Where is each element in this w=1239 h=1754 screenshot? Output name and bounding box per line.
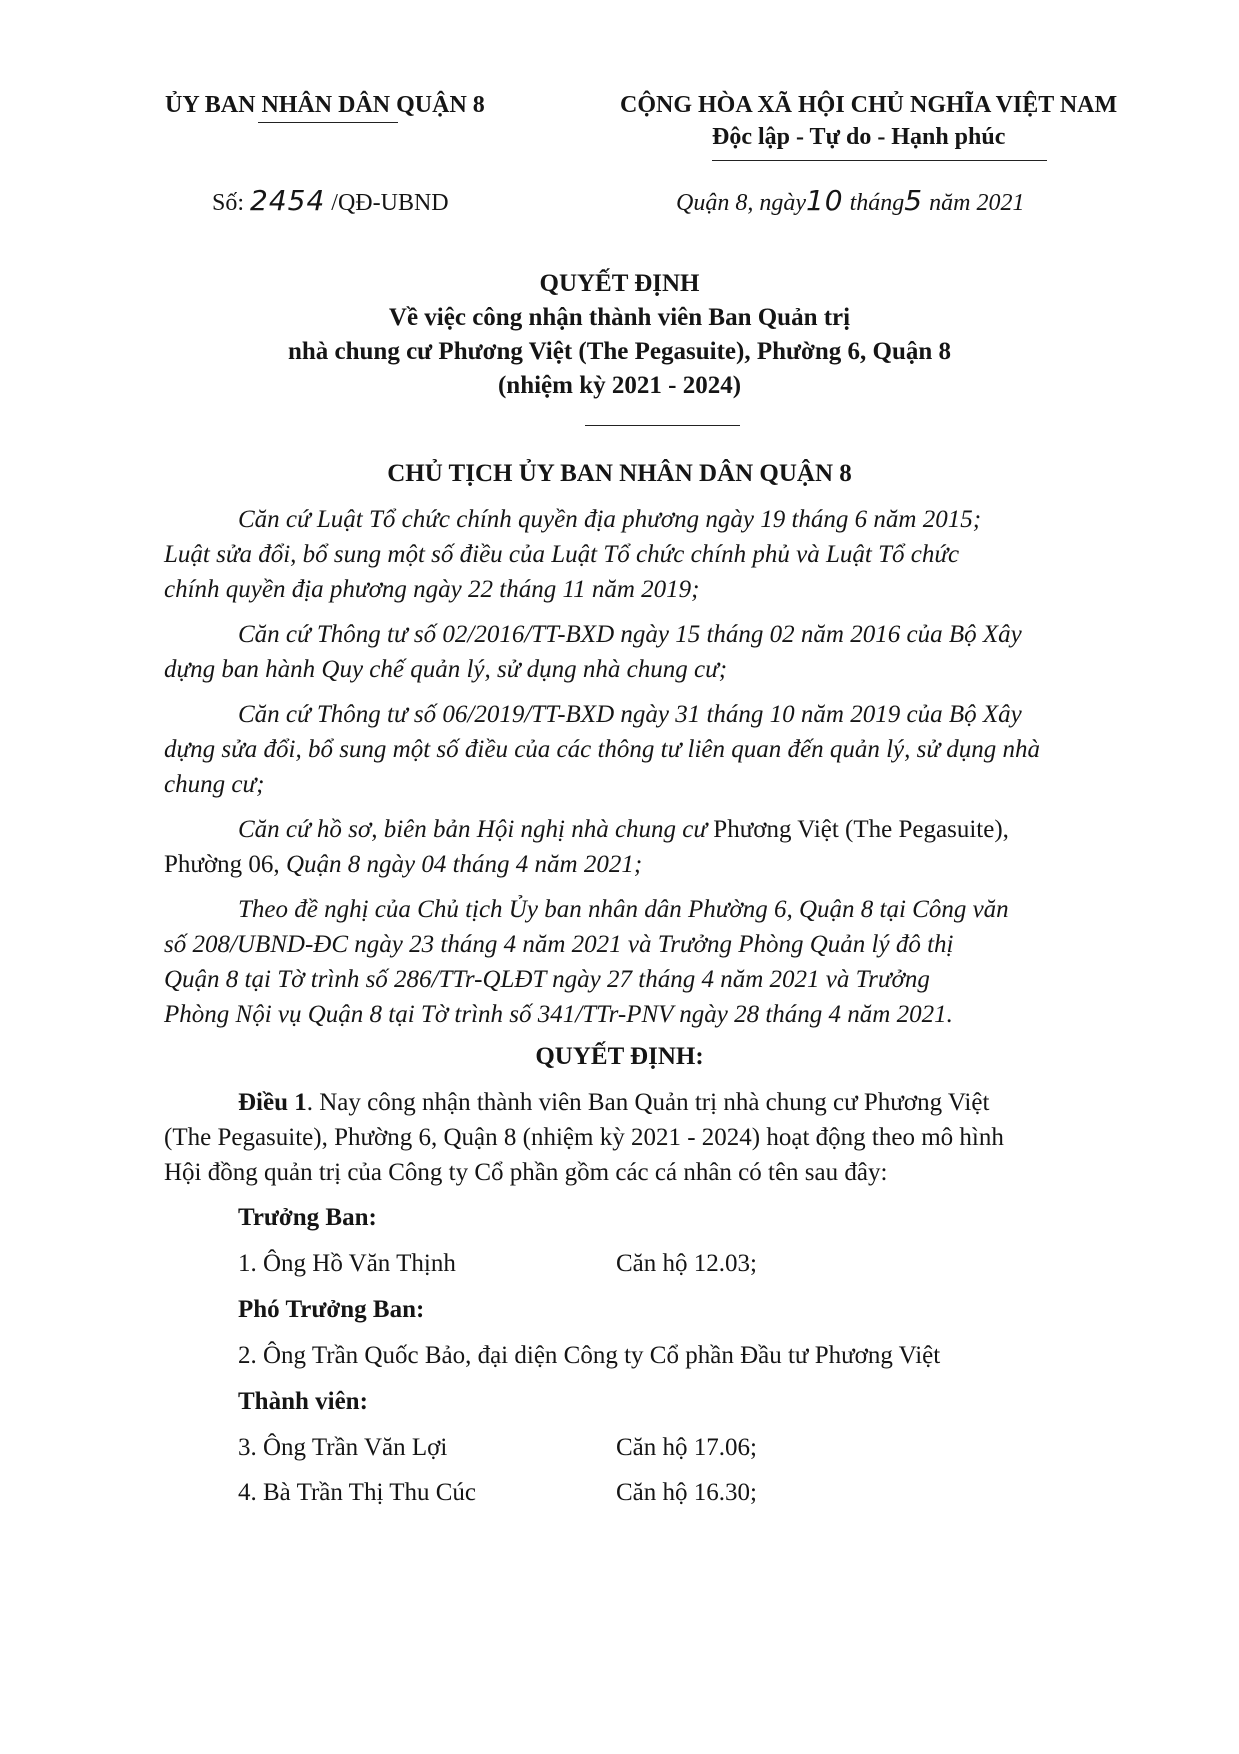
basis-5-line-1: Theo đề nghị của Chủ tịch Ủy ban nhân dân Phường 6, Quận 8 tại Công văn bbox=[238, 896, 1009, 923]
basis-1-line-1: Căn cứ Luật Tổ chức chính quyền địa phương ngày 19 tháng 6 năm 2015; bbox=[238, 506, 982, 533]
member-2-name: 2. Ông Trần Quốc Bảo, đại diện Công ty Cổ phần Đầu tư Phương Việt bbox=[238, 1342, 941, 1369]
member-3-name: 3. Ông Trần Văn Lợi bbox=[238, 1434, 448, 1461]
date-place: Quận 8, ngày bbox=[676, 190, 806, 216]
basis-4-building: Phương Việt (The Pegasuite), bbox=[707, 816, 1009, 843]
basis-1-line-3: chính quyền địa phương ngày 22 tháng 11 năm 2019; bbox=[164, 576, 700, 603]
member-4-name: 4. Bà Trần Thị Thu Cúc bbox=[238, 1479, 476, 1506]
members-label: Thành viên: bbox=[238, 1388, 368, 1415]
article-1-line-3: Hội đồng quản trị của Công ty Cổ phần gồm các cá nhân có tên sau đây: bbox=[164, 1159, 888, 1186]
issuing-agency: ỦY BAN NHÂN DÂN QUẬN 8 bbox=[165, 92, 485, 118]
basis-1-line-2: Luật sửa đổi, bổ sung một số điều của Luật Tổ chức chính phủ và Luật Tổ chức bbox=[164, 541, 960, 568]
subject-line-2: nhà chung cư Phương Việt (The Pegasuite), Phường 6, Quận 8 bbox=[287, 338, 952, 365]
date-day-handwritten: 10 bbox=[805, 184, 844, 217]
basis-3-line-2: dựng sửa đổi, bổ sung một số điều của các thông tư liên quan đến quản lý, sử dụng nhà bbox=[164, 736, 1041, 763]
basis-5-line-2: số 208/UBND-ĐC ngày 23 tháng 4 năm 2021 và Trưởng Phòng Quản lý đô thị bbox=[164, 931, 954, 958]
document-date bbox=[676, 184, 1024, 217]
head-label: Trưởng Ban: bbox=[238, 1204, 377, 1231]
article-1-text: . Nay công nhận thành viên Ban Quản trị nhà chung cư Phương Việt bbox=[306, 1089, 990, 1116]
article-1-line-1 bbox=[238, 1089, 989, 1117]
basis-5-line-3: Quận 8 tại Tờ trình số 286/TTr-QLĐT ngày 27 tháng 4 năm 2021 và Trưởng bbox=[164, 966, 930, 993]
date-year: năm 2021 bbox=[929, 190, 1025, 216]
date-month-handwritten: 5 bbox=[904, 184, 924, 217]
number-suffix: /QĐ-UBND bbox=[331, 190, 449, 216]
document-type: QUYẾT ĐỊNH bbox=[539, 270, 700, 297]
member-4-apartment: Căn hộ 16.30; bbox=[616, 1479, 757, 1506]
basis-2-line-2: dựng ban hành Quy chế quản lý, sử dụng nhà chung cư; bbox=[164, 656, 728, 683]
article-1-line-2: (The Pegasuite), Phường 6, Quận 8 (nhiệm kỳ 2021 - 2024) hoạt động theo mô hình bbox=[164, 1124, 1004, 1151]
basis-3-line-1: Căn cứ Thông tư số 06/2019/TT-BXD ngày 31 tháng 10 năm 2019 của Bộ Xây bbox=[238, 701, 1022, 728]
basis-4-ward: Phường 06, bbox=[164, 851, 280, 878]
basis-2-line-1: Căn cứ Thông tư số 02/2016/TT-BXD ngày 15 tháng 02 năm 2016 của Bộ Xây bbox=[238, 621, 1022, 648]
basis-5-line-4: Phòng Nội vụ Quận 8 tại Tờ trình số 341/TTr-PNV ngày 28 tháng 4 năm 2021. bbox=[164, 1001, 953, 1028]
basis-3-line-3: chung cư; bbox=[164, 771, 265, 798]
title-divider bbox=[585, 425, 740, 426]
document-number bbox=[212, 184, 449, 217]
subject-term: (nhiệm kỳ 2021 - 2024) bbox=[497, 372, 742, 399]
member-1-apartment: Căn hộ 12.03; bbox=[616, 1250, 757, 1277]
article-1-label: Điều 1 bbox=[238, 1089, 307, 1116]
basis-4-italic: Căn cứ hồ sơ, biên bản Hội nghị nhà chung cư bbox=[238, 816, 708, 843]
basis-4-line-2 bbox=[164, 851, 642, 879]
number-prefix: Số: bbox=[212, 190, 245, 216]
basis-4-date: Quận 8 ngày 04 tháng 4 năm 2021; bbox=[279, 851, 643, 878]
deputy-label: Phó Trưởng Ban: bbox=[238, 1296, 425, 1323]
decision-heading: QUYẾT ĐỊNH: bbox=[535, 1043, 704, 1070]
national-motto: Độc lập - Tự do - Hạnh phúc bbox=[712, 124, 1006, 150]
nation-title: CỘNG HÒA XÃ HỘI CHỦ NGHĨA VIỆT NAM bbox=[620, 92, 1118, 118]
basis-4-line-1 bbox=[238, 816, 1009, 844]
motto-underline bbox=[712, 160, 1047, 161]
date-month-label: tháng bbox=[849, 190, 905, 216]
member-1-name: 1. Ông Hồ Văn Thịnh bbox=[238, 1250, 456, 1277]
member-3-apartment: Căn hộ 17.06; bbox=[616, 1434, 757, 1461]
subject-line-1: Về việc công nhận thành viên Ban Quản trị bbox=[388, 304, 851, 331]
agency-underline bbox=[258, 122, 398, 123]
issuing-authority: CHỦ TỊCH ỦY BAN NHÂN DÂN QUẬN 8 bbox=[387, 460, 852, 487]
handwritten-number: 2454 bbox=[250, 184, 326, 217]
